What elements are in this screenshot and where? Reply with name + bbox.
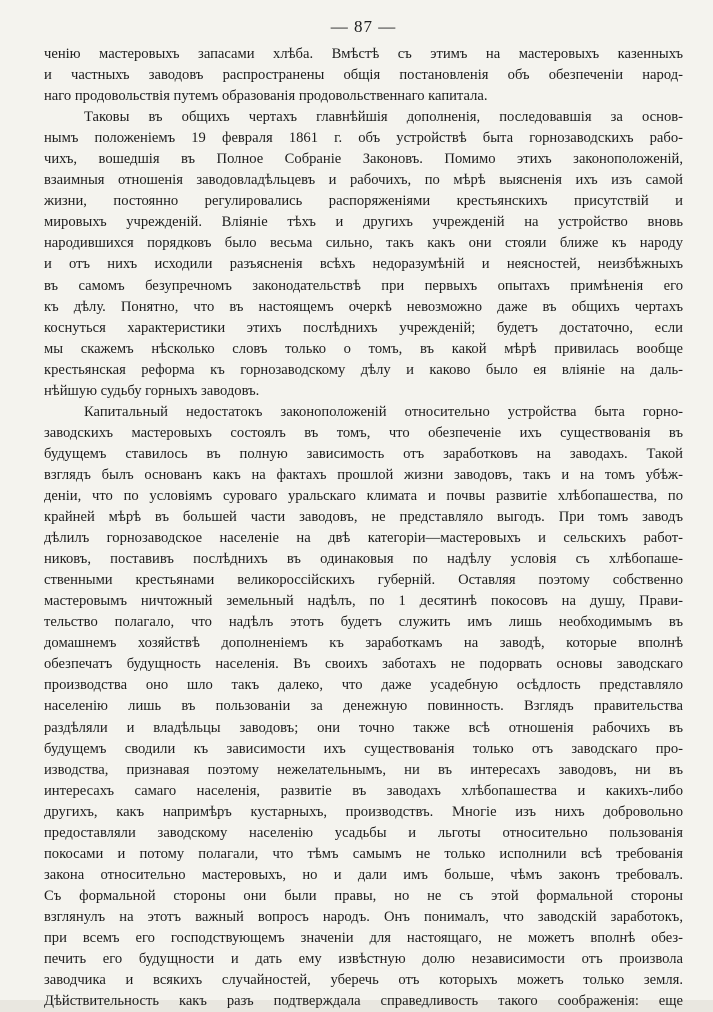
text-line: обезпечатъ будущность населенія. Въ своихъ заботахъ не подорвать основы заводскаго <box>44 656 683 673</box>
text-line: нымъ положеніемъ 19 февраля 1861 г. объ устройствѣ быта горнозаводскихъ рабо- <box>44 130 683 147</box>
text-line: предоставляли заводскому населенію усадьбы и льготы относительно пользованія <box>44 824 683 841</box>
text-line: крайней мѣрѣ въ большей части заводовъ, не представляло выгодъ. При томъ заводъ <box>44 509 683 526</box>
text-line: интересахъ самаго населенія, развитіе въ заводахъ хлѣбопашества и какихъ-либо <box>44 782 683 799</box>
text-line: никовъ, поставивъ послѣднихъ въ одинаковыя по надѣлу условія съ хлѣбопаше- <box>44 551 683 568</box>
text-line: въ самомъ безупречномъ законодательствѣ при первыхъ опытахъ примѣненія его <box>44 277 683 294</box>
text-line: взглядъ былъ основанъ какъ на фактахъ прошлой жизни заводовъ, такъ и на томъ убѣж- <box>44 466 683 483</box>
text-line: ченію мастеровыхъ запасами хлѣба. Вмѣстѣ съ этимъ на мастеровыхъ казенныхъ <box>44 46 683 62</box>
text-line: Капитальный недостатокъ законоположеній относительно устройства быта горно- <box>84 403 683 420</box>
page-number: — 87 — <box>330 17 397 36</box>
text-line: Таковы въ общихъ чертахъ главнѣйшія дополненія, последовавшія за основ- <box>84 109 683 126</box>
text-line: взглянулъ на этотъ важный вопросъ народъ. Онъ понималъ, что заводскій заработокъ, <box>44 908 683 925</box>
text-line: тельство полагало, что надѣлъ этотъ будетъ служить имъ лишь необходимымъ въ <box>44 614 683 631</box>
body-text <box>44 44 683 1012</box>
text-line: домашнемъ хозяйствѣ дополненіемъ къ заработкамъ на заводѣ, которые вполнѣ <box>44 635 683 652</box>
text-line: Дѣйствительность какъ разъ подтверждала справедливость такого соображенія: еще <box>44 993 683 1010</box>
text-line: дѣлилъ горнозаводское населеніе на двѣ категоріи—мастеровыхъ и сельскихъ работ- <box>44 530 683 547</box>
text-line: покосами и потому полагали, что тѣмъ самымъ не только исполнили всѣ требованія <box>44 845 683 862</box>
text-line: взаимныя отношенія заводовладѣльцевъ и рабочихъ, по мѣрѣ выясненія ихъ изъ самой <box>44 172 683 189</box>
text-line: и отъ нихъ исходили разъясненія всѣхъ недоразумѣній и неясностей, неизбѣжныхъ <box>44 256 683 273</box>
text-line: чихъ, вошедшія въ Полное Собраніе Законовъ. Помимо этихъ законоположеній, <box>44 151 683 168</box>
text-line: производства оно шло такъ далеко, что даже усадебную осѣдлость представляло <box>44 677 683 694</box>
text-line: мировыхъ учрежденій. Вліяніе тѣхъ и другихъ учрежденій на устройство вновь <box>44 214 683 231</box>
text-line: раздѣляли и владѣльцы заводовъ; они точно также всѣ отношенія рабочихъ въ <box>44 719 683 736</box>
text-line: другихъ, какъ напримѣръ кустарныхъ, производствъ. Многіе изъ нихъ добровольно <box>44 803 683 820</box>
text-line: Съ формальной стороны они были правы, но не съ этой формальной стороны <box>44 887 683 904</box>
text-line: народившихся порядковъ было весьма сильно, такъ какъ они стояли ближе къ народу <box>44 235 683 252</box>
text-line: ственными крестьянами великороссійскихъ губерній. Оставляя поэтому собственно <box>44 572 683 589</box>
text-line: заводскихъ мастеровыхъ состоялъ въ томъ, что обезпеченіе ихъ существованія въ <box>44 424 683 441</box>
text-line: мастеровымъ ничтожный земельный надѣлъ, по 1 десятинѣ покосовъ на душу, Прави- <box>44 593 683 610</box>
text-line: жизни, постоянно регулировались распоряженіями крестьянскихъ присутствій и <box>44 193 683 210</box>
text-line: будущемъ ставилось въ полную зависимость отъ заработковъ на заводахъ. Такой <box>44 445 683 462</box>
text-line: крестьянская реформа къ горнозаводскому дѣлу и каково было ея вліяніе на даль- <box>44 361 683 378</box>
text-line: и частныхъ заводовъ распространены общія постановленія объ обезпеченіи народ- <box>44 67 683 84</box>
text-line: къ дѣлу. Понятно, что въ настоящемъ очеркѣ невозможно даже въ общихъ чертахъ <box>44 298 683 315</box>
text-line: печить его будущности и дать ему извѣстную долю независимости отъ произвола <box>44 951 683 968</box>
text-line: закона относительно мастеровыхъ, но и дали имъ больше, чѣмъ законъ требовалъ. <box>44 866 683 883</box>
text-line: изводства, признавая поэтому нежелательнымъ, ни въ интересахъ заводовъ, ни въ <box>44 761 683 778</box>
text-line: наго продовольствія путемъ образованія продовольственнаго капитала. <box>44 88 488 105</box>
text-line: будущемъ сводили къ зависимости ихъ существованія только отъ заводскаго про- <box>44 740 683 757</box>
text-line: нѣйшую судьбу горныхъ заводовъ. <box>44 382 260 399</box>
paragraph <box>44 107 683 402</box>
paragraph <box>44 402 683 1012</box>
text-line: населенію лишь въ пользованіи за денежную повинность. Взглядъ правительства <box>44 698 683 715</box>
text-line: мы скажемъ нѣсколько словъ только о томъ, въ какой мѣрѣ привилась вообще <box>44 340 683 357</box>
text-line: при всемъ его господствующемъ значеніи для настоящаго, не можетъ вполнѣ обез- <box>44 929 683 946</box>
text-line: коснуться характеристики этихъ послѣднихъ учрежденій; будетъ достаточно, если <box>44 319 683 336</box>
text-line: деніи, что по условіямъ суроваго уральскаго климата и почвы развитіе хлѣбопашества, по <box>44 487 683 504</box>
text-line: заводчика и всякихъ случайностей, уберечь отъ которыхъ можетъ только земля. <box>44 972 683 989</box>
paragraph <box>44 44 683 107</box>
